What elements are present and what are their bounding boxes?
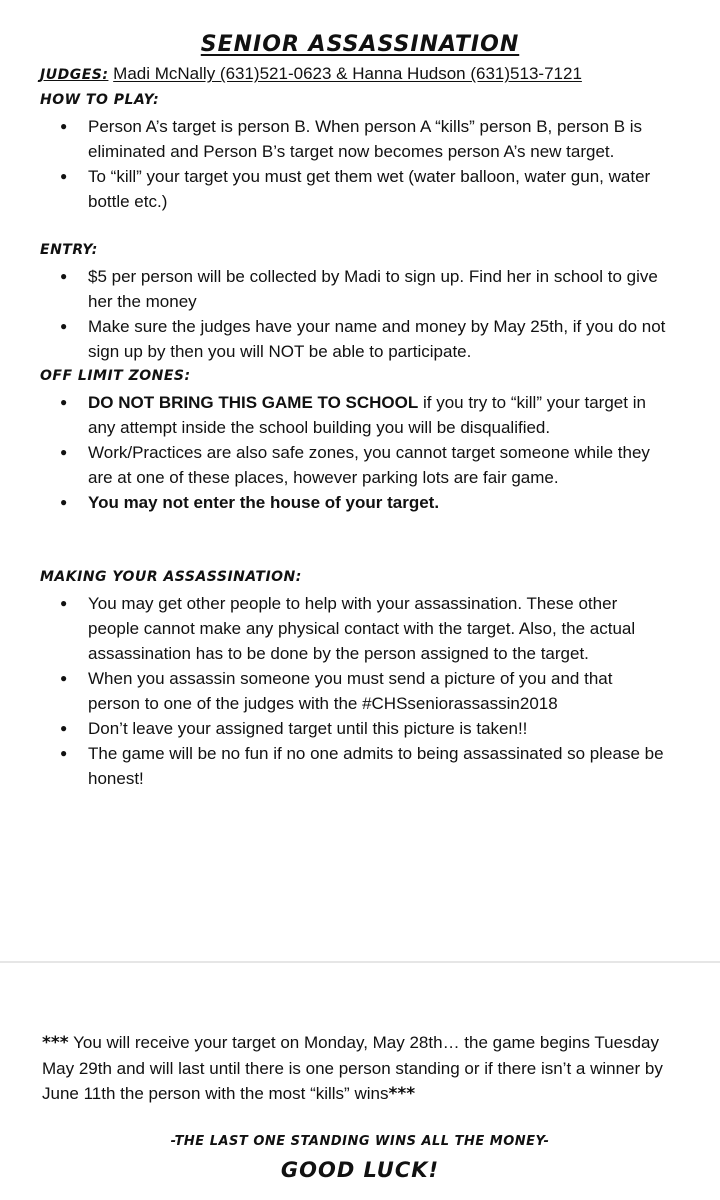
bullet-item <box>56 164 666 214</box>
bullet-item <box>56 114 666 164</box>
entry-list <box>56 264 666 364</box>
bullet-item <box>56 591 666 666</box>
bullet-text: Person A’s target is person B. When person A “kills” person B, person B is eliminated and Person B’s target now becomes person A’s new target. <box>88 117 643 161</box>
bullet-item <box>56 440 666 490</box>
bullet-item <box>56 716 666 741</box>
page-divider <box>0 961 720 963</box>
bullet-text: Work/Practices are also safe zones, you cannot target someone while they are at one of these places, however parking lots are fair game. <box>88 443 650 487</box>
footer-text: You will receive your target on Monday, May 28th… the game begins Tuesday May 29th and will last until there is one person standing or if there isn’t a winner by June 11th the person with the most “kills” wins <box>42 1033 663 1103</box>
section-heading-how-to-play: HOW TO PLAY: <box>40 92 160 108</box>
judges-line <box>40 64 582 84</box>
how-to-play-list <box>56 114 666 214</box>
bullet-item <box>56 390 666 440</box>
bullet-item <box>56 741 666 791</box>
bullet-text: Don’t leave your assigned target until this picture is taken!! <box>88 719 528 738</box>
good-luck: GOOD LUCK! <box>280 1158 440 1182</box>
section-heading-making-assassination: MAKING YOUR ASSASSINATION: <box>40 569 302 585</box>
bullet-text: $5 per person will be collected by Madi to sign up. Find her in school to give her the money <box>88 267 658 311</box>
judges-label: JUDGES: <box>40 67 109 83</box>
bold-text: DO NOT BRING THIS GAME TO SCHOOL <box>88 393 419 412</box>
judges-names: Madi McNally (631)521-0623 & Hanna Hudson (631)513-7121 <box>113 64 582 83</box>
footer-note <box>42 1030 678 1107</box>
off-limit-zones-list <box>56 390 666 515</box>
bullet-item <box>56 264 666 314</box>
bullet-text: To “kill” your target you must get them wet (water balloon, water gun, water bottle etc.) <box>88 167 651 211</box>
bold-text: You may not enter the house of your target. <box>88 493 440 512</box>
bullet-item <box>56 314 666 364</box>
bullet-item <box>56 490 666 515</box>
section-heading-entry: ENTRY: <box>40 242 98 258</box>
tagline: -THE LAST ONE STANDING WINS ALL THE MONEY- <box>170 1134 550 1149</box>
document-title: SENIOR ASSASSINATION <box>200 32 520 57</box>
bullet-item <box>56 666 666 716</box>
bullet-text: When you assassin someone you must send a picture of you and that person to one of the judges with the #CHSseniorassassin2018 <box>88 669 613 713</box>
stars-open: *** <box>42 1033 69 1053</box>
bullet-text: The game will be no fun if no one admits to being assassinated so please be honest! <box>88 744 664 788</box>
bullet-text: Make sure the judges have your name and money by May 25th, if you do not sign up by then you will NOT be able to participate. <box>88 317 666 361</box>
bullet-text: if you try to “kill” your target in any attempt inside the school building you will be disqualified. <box>88 393 646 437</box>
section-heading-off-limit-zones: OFF LIMIT ZONES: <box>40 368 191 384</box>
bullet-text: You may get other people to help with your assassination. These other people cannot make any physical contact with the target. Also, the actual assassination has to be done by the person assigned to the target. <box>88 594 636 663</box>
making-assassination-list <box>56 591 666 791</box>
stars-close: *** <box>388 1084 416 1104</box>
